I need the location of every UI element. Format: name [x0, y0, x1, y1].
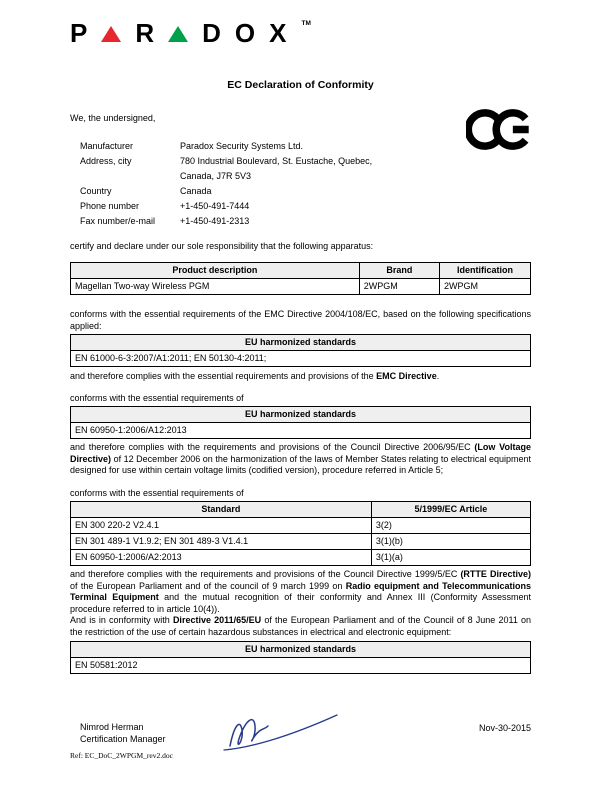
- article-cell: 3(1)(a): [371, 550, 530, 566]
- ce-mark-icon: [466, 106, 534, 153]
- info-label: Fax number/e-mail: [80, 216, 156, 226]
- logo-triangle-red-icon: [101, 26, 121, 42]
- info-row-fax-email: [80, 214, 531, 229]
- product-table: [70, 262, 531, 295]
- conforms-text-2: conforms with the essential requirements of: [70, 392, 244, 403]
- info-value: Canada, J7R 5V3: [180, 171, 252, 181]
- standard-cell: EN 60950-1:2006/A2:2013: [71, 550, 372, 566]
- signatory-info: [80, 722, 166, 745]
- info-value: +1-450-491-7444: [180, 201, 250, 211]
- signature-block: [70, 722, 531, 745]
- standards-table-header-row: [71, 502, 531, 518]
- text-segment-bold: Directive 2011/65/EU: [172, 615, 262, 625]
- standards-table-row: [71, 550, 531, 566]
- product-description-cell: Magellan Two-way Wireless PGM: [71, 279, 360, 295]
- info-label: Address, city: [80, 156, 132, 166]
- eu-table-row: [71, 351, 531, 367]
- eu-table-header-row: [71, 642, 531, 658]
- lvd-paragraph: [70, 442, 531, 477]
- eu-table-row: [71, 658, 531, 674]
- eu-standard-cell: EN 50581:2012: [71, 658, 531, 674]
- article-cell: 3(1)(b): [371, 534, 530, 550]
- info-row-manufacturer: [80, 139, 531, 154]
- eu-table-row: [71, 423, 531, 439]
- info-value: +1-450-491-2313: [180, 216, 250, 226]
- info-row-phone: [80, 199, 531, 214]
- signature-date: Nov-30-2015: [478, 723, 531, 733]
- eu-standards-table-3: [70, 641, 531, 674]
- signatory-name: Nimrod Herman: [80, 722, 144, 732]
- info-row-address: [80, 154, 531, 169]
- signature-icon: [220, 710, 340, 758]
- emc-intro-paragraph: conforms with the essential requirements of the EMC Directive 2004/108/EC, based on the following specifications applied:: [70, 309, 531, 331]
- text-segment-bold: Radio equipment and Telecommunications Terminal Equipment: [70, 580, 532, 602]
- standard-cell: EN 300 220-2 V2.4.1: [71, 518, 372, 534]
- col-brand: Brand: [359, 263, 439, 279]
- text-segment: of 12 December 2006 on the harmonization of the laws of Member States relating to electrical equipment designed for use within certain voltage limits (codified version), procedure referred in Article 5;: [70, 453, 531, 475]
- col-article: 5/1999/EC Article: [371, 502, 530, 518]
- eu-standard-cell: EN 61000-6-3:2007/A1:2011; EN 50130-4:2011;: [71, 351, 531, 367]
- info-value: 780 Industrial Boulevard, St. Eustache, Quebec,: [180, 156, 373, 166]
- eu-standards-header: EU harmonized standards: [71, 407, 531, 423]
- col-standard: Standard: [71, 502, 372, 518]
- conforms-text-3: conforms with the essential requirements of: [70, 487, 244, 498]
- standards-article-table: [70, 501, 531, 566]
- logo-letter-d: D: [202, 18, 221, 48]
- logo-triangle-green-icon: [168, 26, 188, 42]
- standards-table-row: [71, 518, 531, 534]
- certify-text: certify and declare under our sole responsibility that the following apparatus:: [70, 240, 374, 251]
- text-segment-bold: (Low Voltage Directive): [70, 442, 531, 464]
- brand-cell: 2WPGM: [359, 279, 439, 295]
- eu-standards-table-1: [70, 334, 531, 367]
- col-product-description: Product description: [71, 263, 360, 279]
- text-segment: and therefore complies with the requirements and provisions of the Council Directive 2006/95/EC: [70, 442, 475, 452]
- text-segment: And is in conformity with: [70, 615, 173, 625]
- text-segment-bold: EMC Directive: [376, 371, 437, 381]
- company-info: [70, 139, 531, 229]
- document-ref: Ref: EC_DoC_2WPGM_rev2.doc: [70, 751, 173, 760]
- standards-table-row: [71, 534, 531, 550]
- eu-table-header-row: [71, 407, 531, 423]
- text-segment: and therefore complies with the requirements and provisions of the Council Directive 1999/5/EC: [70, 569, 461, 579]
- eu-table-header-row: [71, 335, 531, 351]
- text-segment: of the European Parliament and of the Council of 8 June 2011 on the restriction of the use of certain hazardous substances in electrical and electronic equipment:: [70, 615, 532, 637]
- product-table-header-row: [71, 263, 531, 279]
- info-label: Country: [80, 186, 112, 196]
- emc-close-paragraph: [70, 371, 531, 383]
- text-segment-bold: (RTTE Directive): [460, 569, 532, 579]
- logo-trademark: TM: [301, 20, 311, 27]
- identification-cell: 2WPGM: [439, 279, 530, 295]
- logo-letter-o: O: [234, 18, 256, 48]
- text-segment: and the mutual recognition of their conformity and Annex III (Conformity Assessment procedure referred to in article 10(4)).: [70, 592, 532, 614]
- eu-standards-table-2: [70, 406, 531, 439]
- col-identification: Identification: [439, 263, 530, 279]
- signatory-title: Certification Manager: [80, 733, 166, 744]
- info-value: Canada: [180, 186, 212, 196]
- info-row-address-2: [80, 169, 531, 184]
- rohs-paragraph: [70, 615, 531, 638]
- logo-letter-p: P: [70, 18, 88, 48]
- product-table-row: [71, 279, 531, 295]
- standard-cell: EN 301 489-1 V1.9.2; EN 301 489-3 V1.4.1: [71, 534, 372, 550]
- info-label: Phone number: [80, 201, 140, 211]
- info-label: Manufacturer: [80, 141, 134, 151]
- page-title: EC Declaration of Conformity: [227, 79, 374, 91]
- paradox-logo: [70, 18, 531, 48]
- info-row-country: [80, 184, 531, 199]
- intro-text: We, the undersigned,: [70, 113, 156, 123]
- logo-letter-r: R: [135, 18, 155, 48]
- info-value: Paradox Security Systems Ltd.: [180, 141, 304, 151]
- eu-standards-header: EU harmonized standards: [71, 335, 531, 351]
- logo-letter-x: X: [269, 18, 287, 48]
- rtte-paragraph: [70, 569, 531, 615]
- eu-standards-header: EU harmonized standards: [71, 642, 531, 658]
- article-cell: 3(2): [371, 518, 530, 534]
- eu-standard-cell: EN 60950-1:2006/A12:2013: [71, 423, 531, 439]
- text-segment: .: [436, 371, 440, 381]
- text-segment: and therefore complies with the essential requirements and provisions of the: [70, 371, 377, 381]
- text-segment: of the European Parliament and of the council of 9 march 1999 on: [70, 580, 346, 591]
